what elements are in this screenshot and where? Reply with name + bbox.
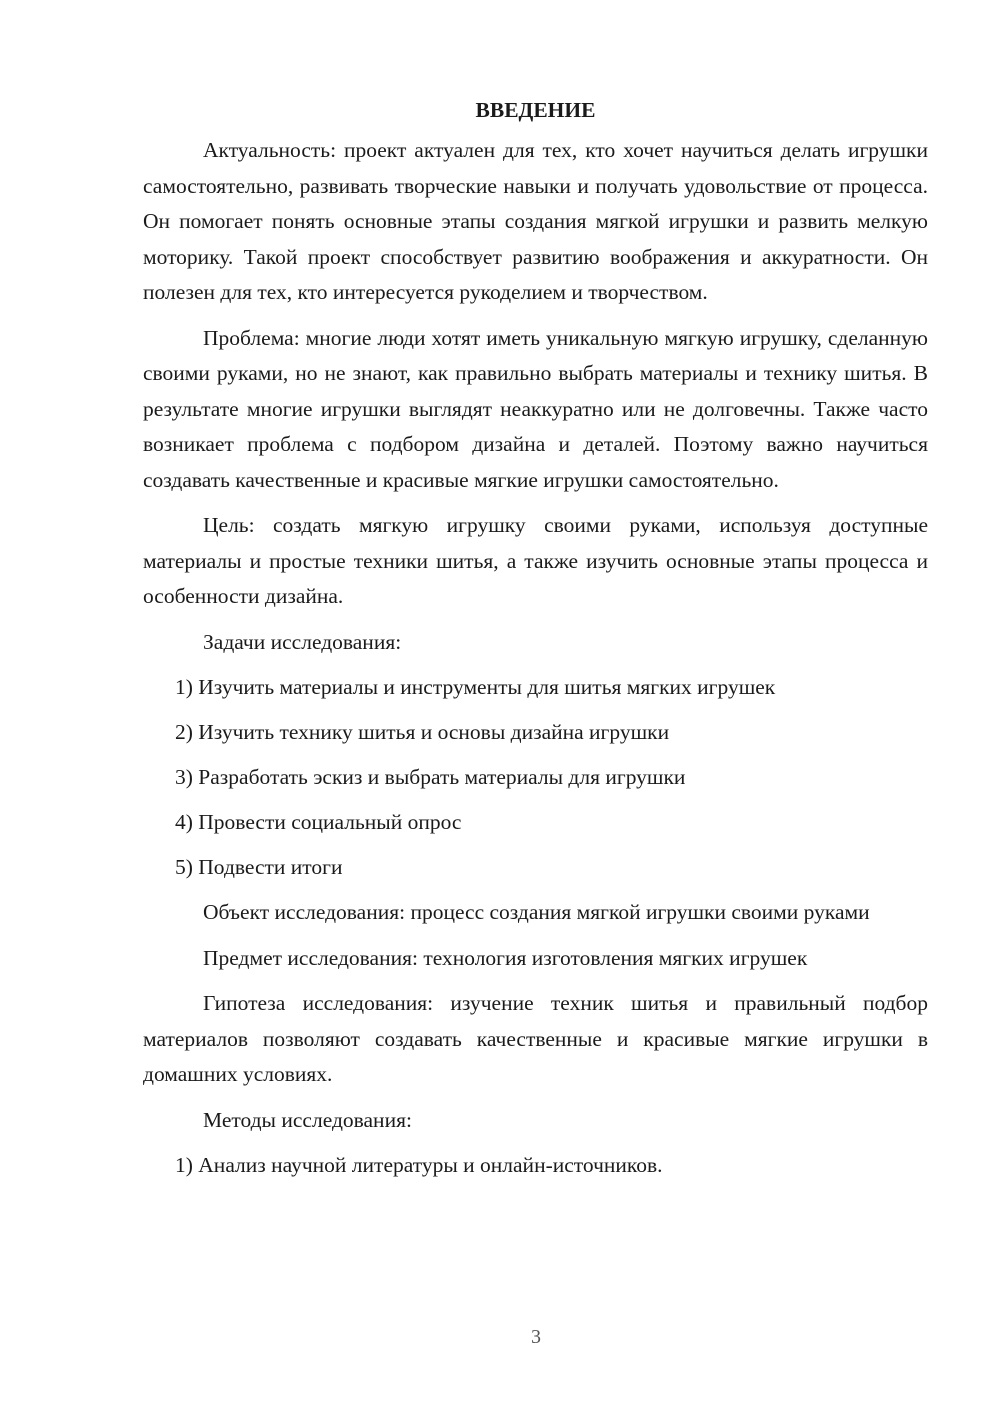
- page-title: ВВЕДЕНИЕ: [475, 98, 596, 122]
- tasks-list: [143, 670, 928, 886]
- relevance-paragraph: Актуальность: проект актуален для тех, кто хочет научиться делать игрушки самостоятельно, развивать творческие навыки и получать удовольствие от процесса. Он помогает понять основные этапы создания мягкой игрушки и развить мелкую моторику. Такой проект способствует развитию воображения и аккуратности. Он полезен для тех, кто интересуется рукоделием и творчеством.: [143, 138, 928, 304]
- problem-paragraph: Проблема: многие люди хотят иметь уникальную мягкую игрушку, сделанную своими руками, но не знают, как правильно выбрать материалы и технику шитья. В результате многие игрушки выглядят неаккуратно или не долговечны. Также часто возникает проблема с подбором дизайна и деталей. Поэтому важно научиться создавать качественные и красивые мягкие игрушки самостоятельно.: [143, 325, 928, 492]
- list-item: 1) Анализ научной литературы и онлайн-источников.: [175, 1153, 663, 1177]
- list-item: 5) Подвести итоги: [175, 855, 343, 879]
- methods-heading: Методы исследования:: [203, 1107, 412, 1132]
- tasks-heading: Задачи исследования:: [203, 629, 402, 654]
- list-item: 2) Изучить технику шитья и основы дизайна игрушки: [175, 720, 670, 744]
- page-number: 3: [531, 1326, 541, 1348]
- object-paragraph: Объект исследования: процесс создания мягкой игрушки своими руками: [203, 900, 870, 924]
- list-item: 4) Провести социальный опрос: [175, 810, 462, 834]
- methods-list: [143, 1148, 928, 1184]
- goal-paragraph: Цель: создать мягкую игрушку своими руками, используя доступные материалы и простые техники шитья, а также изучить основные этапы процесса и особенности дизайна.: [143, 513, 928, 608]
- subject-paragraph: Предмет исследования: технология изготовления мягких игрушек: [203, 945, 808, 970]
- hypothesis-paragraph: Гипотеза исследования: изучение техник шитья и правильный подбор материалов позволяют создавать качественные и красивые мягкие игрушки в домашних условиях.: [143, 991, 928, 1086]
- list-item: 3) Разработать эскиз и выбрать материалы для игрушки: [175, 765, 686, 789]
- document-page: [143, 93, 928, 1193]
- list-item: 1) Изучить материалы и инструменты для шитья мягких игрушек: [175, 675, 776, 699]
